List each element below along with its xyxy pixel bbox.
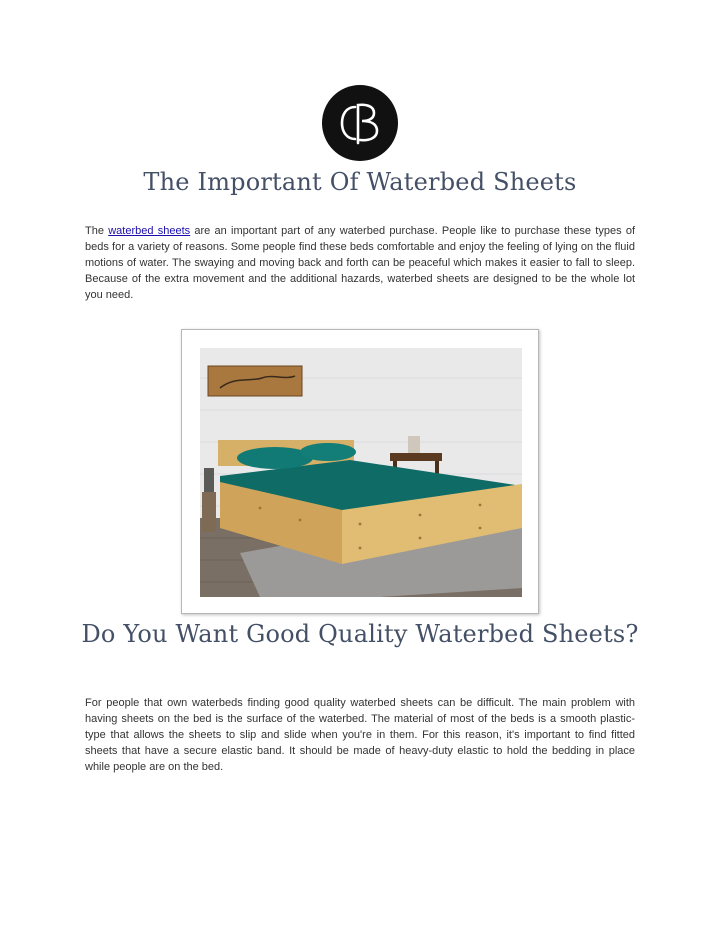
brand-logo-icon[interactable] [322, 85, 398, 161]
intro-paragraph [85, 223, 635, 303]
intro-text-start: The [85, 225, 109, 237]
waterbed-sheets-link[interactable]: waterbed sheets [108, 225, 191, 237]
bed-photo-frame [181, 329, 539, 614]
page-title: The Important Of Waterbed Sheets [143, 168, 577, 196]
section-paragraph: For people that own waterbeds finding good quality waterbed sheets can be difficult. The main problem with having sheets on the bed is the surface of the waterbed. The material of most of the beds is a smooth plastic-type that allows the sheets to slip and slide when you're in them. For this reason, it's important to find fitted sheets that have a secure elastic band. It should be made of heavy-duty elastic to hold the bedding in place while people are on the bed. [85, 697, 635, 773]
waterbed-photo [200, 348, 522, 597]
intro-text-rest: are an important part of any waterbed purchase. People like to purchase these types of beds for a variety of reasons. Some people find these beds comfortable and enjoy the feeling of lying on the fluid motions of water. The swaying and moving back and forth can be peaceful which makes it easier to fall to sleep. Because of the extra movement and the additional hazards, waterbed sheets are designed to be the whole lot you need. [85, 225, 635, 301]
section-heading: Do You Want Good Quality Waterbed Sheets? [81, 620, 639, 648]
